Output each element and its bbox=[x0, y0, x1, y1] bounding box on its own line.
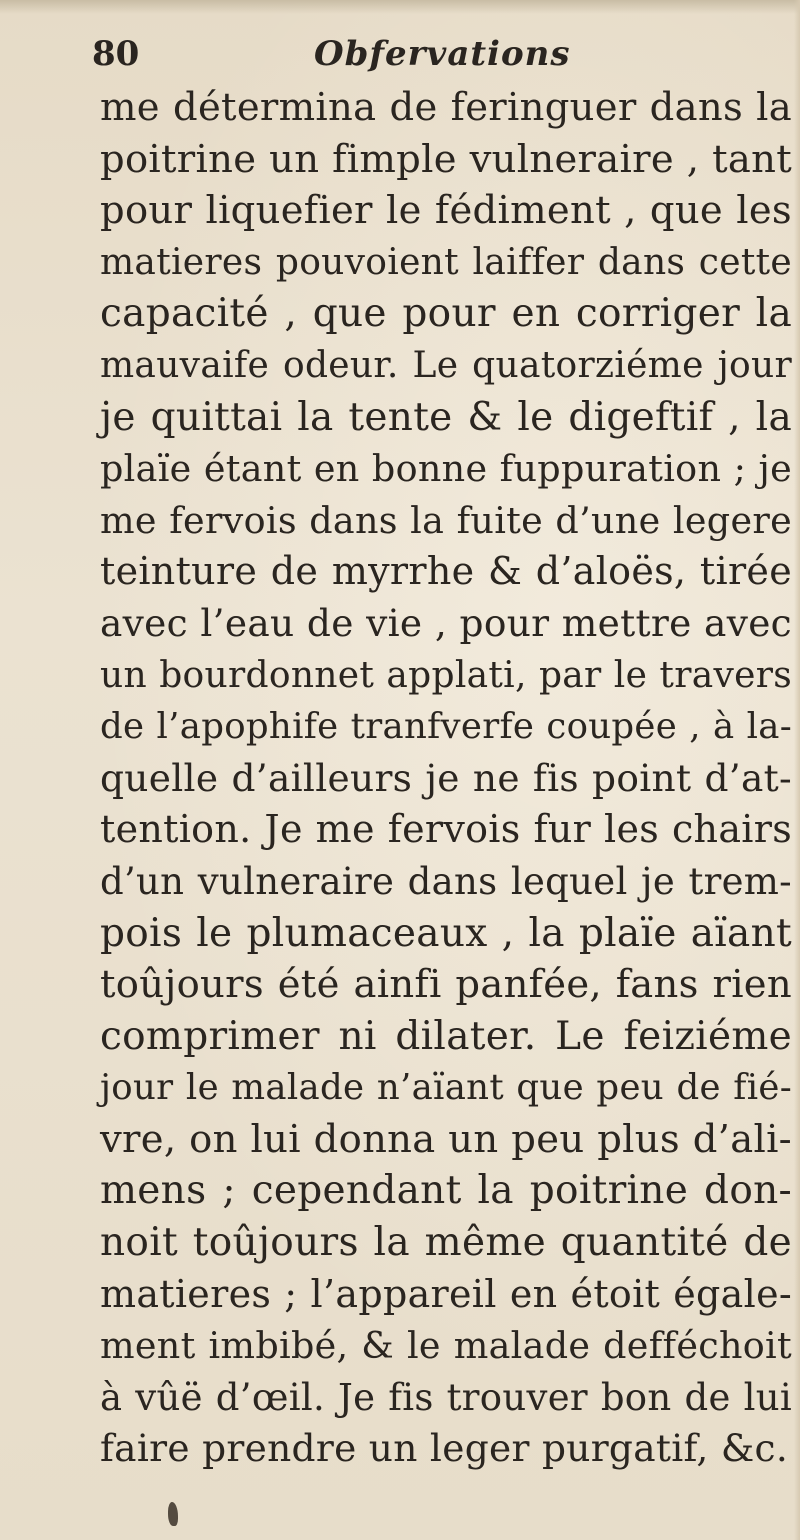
text-line: matieres pouvoient laiffer dans cette bbox=[100, 241, 792, 283]
text-line: plaïe étant en bonne fuppuration ; je bbox=[100, 447, 792, 491]
page-number: 80 bbox=[92, 34, 140, 74]
text-line: jour le malade n’aïant que peu de fié- bbox=[100, 1067, 792, 1109]
running-title: Obfervations bbox=[314, 34, 571, 74]
text-line: toûjours été ainfi panfée, fans rien bbox=[100, 962, 792, 1008]
running-head bbox=[92, 34, 782, 84]
text-line: tention. Je me fervois fur les chairs bbox=[100, 807, 792, 852]
text-line: un bourdonnet applati, par le travers bbox=[100, 654, 792, 696]
text-line: mens ; cependant la poitrine don- bbox=[100, 1168, 792, 1214]
text-line: matieres ; l’appareil en étoit égale- bbox=[100, 1271, 792, 1316]
text-line: me détermina de feringuer dans la bbox=[100, 85, 792, 130]
text-line: teinture de myrrhe & d’aloës, tirée bbox=[100, 549, 792, 594]
body-text bbox=[100, 82, 792, 1475]
text-line: faire prendre un leger purgatif, &c. bbox=[100, 1426, 789, 1471]
text-line: pois le plumaceaux , la plaïe aïant bbox=[100, 910, 792, 956]
text-line: à vûë d’œil. Je fis trouver bon de lui bbox=[100, 1375, 792, 1419]
text-line: mauvaife odeur. Le quatorziéme jour bbox=[100, 344, 792, 386]
text-line: vre, on lui donna un peu plus d’ali- bbox=[100, 1116, 792, 1162]
text-line: je quittai la tente & le digeftif , la bbox=[100, 394, 792, 440]
text-line: noit toûjours la même quantité de bbox=[100, 1220, 792, 1266]
text-line: de l’apophife tranfverfe coupée , à la- bbox=[100, 706, 792, 748]
text-line: ment imbibé, & le malade defféchoit bbox=[100, 1324, 792, 1368]
text-line: d’un vulneraire dans lequel je trem- bbox=[100, 859, 792, 903]
text-line: comprimer ni dilater. Le feiziéme bbox=[100, 1013, 792, 1059]
text-line: capacité , que pour en corriger la bbox=[100, 291, 792, 337]
text-line: pour liquefier le fédiment , que les bbox=[100, 188, 792, 234]
text-line: me fervois dans la fuite d’une legere bbox=[100, 498, 792, 542]
page-right-edge bbox=[794, 0, 800, 1540]
ink-mark bbox=[168, 1502, 178, 1526]
page-top-edge bbox=[0, 0, 800, 14]
text-line: quelle d’ailleurs je ne fis point d’at- bbox=[100, 755, 792, 800]
text-line: poitrine un fimple vulneraire , tant bbox=[100, 136, 792, 182]
text-line: avec l’eau de vie , pour mettre avec bbox=[100, 600, 792, 645]
